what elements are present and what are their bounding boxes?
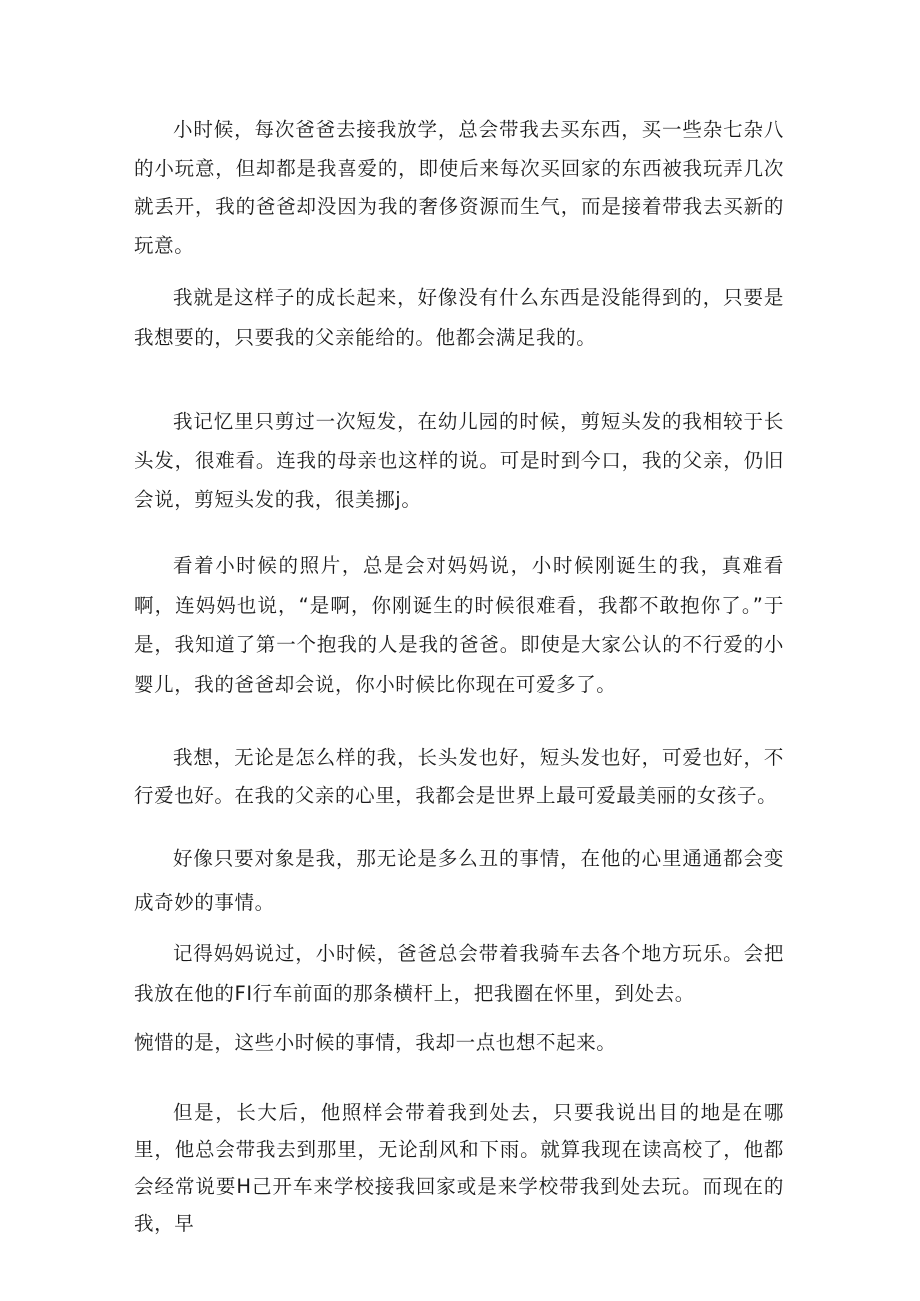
paragraph-4: 看着小时候的照片，总是会对妈妈说，小时候刚诞生的我，真难看啊，连妈妈也说，“是啊，你刚诞生的时候很难看，我都不敢抱你了。”于是，我知道了第一个抱我的人是我的爸爸。即使是大家公认的不行爱的小婴儿，我的爸爸却会说，你小时候比你现在可爱多了。: [134, 554, 784, 696]
paragraph-3: 我记忆里只剪过一次短发，在幼儿园的时候，剪短头发的我相较于长头发，很难看。连我的母亲也这样的说。可是时到今口，我的父亲，仍旧会说，剪短头发的我，很美挪j。: [134, 410, 784, 511]
paragraph-9: 但是，长大后，他照样会带着我到处去，只要我说出目的地是在哪里，他总会带我去到那里，无论刮风和下雨。就算我现在读高校了，他都会经常说要H己开车来学校接我回家或是来学校带我到处去玩。而现在的我，早: [134, 1101, 784, 1235]
paragraph-7: 记得妈妈说过，小时候，爸爸总会带着我骑车去各个地方玩乐。会把我放在他的FI行车前面的那条横杆上，把我圈在怀里，到处去。: [134, 942, 784, 1005]
paragraph-5: 我想，无论是怎么样的我，长头发也好，短头发也好，可爱也好，不行爱也好。在我的父亲的心里，我都会是世界上最可爱最美丽的女孩子。: [134, 746, 784, 807]
paragraph-2: 我就是这样子的成长起来，好像没有什么东西是没能得到的，只要是我想要的，只要我的父亲能给的。他都会满足我的。: [134, 286, 784, 349]
paragraph-6: 好像只要对象是我，那无论是多么丑的事情，在他的心里通通都会变成奇妙的事情。: [134, 847, 784, 914]
paragraph-8: 惋惜的是，这些小时候的事情，我却一点也想不起来。: [134, 1031, 617, 1054]
paragraph-1: 小时候，每次爸爸去接我放学，总会带我去买东西，买一些杂七杂八的小玩意，但却都是我喜爱的，即使后来每次买回家的东西被我玩弄几次就丢开，我的爸爸却没因为我的奢侈资源而生气，而是接着带我去买新的玩意。: [134, 118, 784, 257]
